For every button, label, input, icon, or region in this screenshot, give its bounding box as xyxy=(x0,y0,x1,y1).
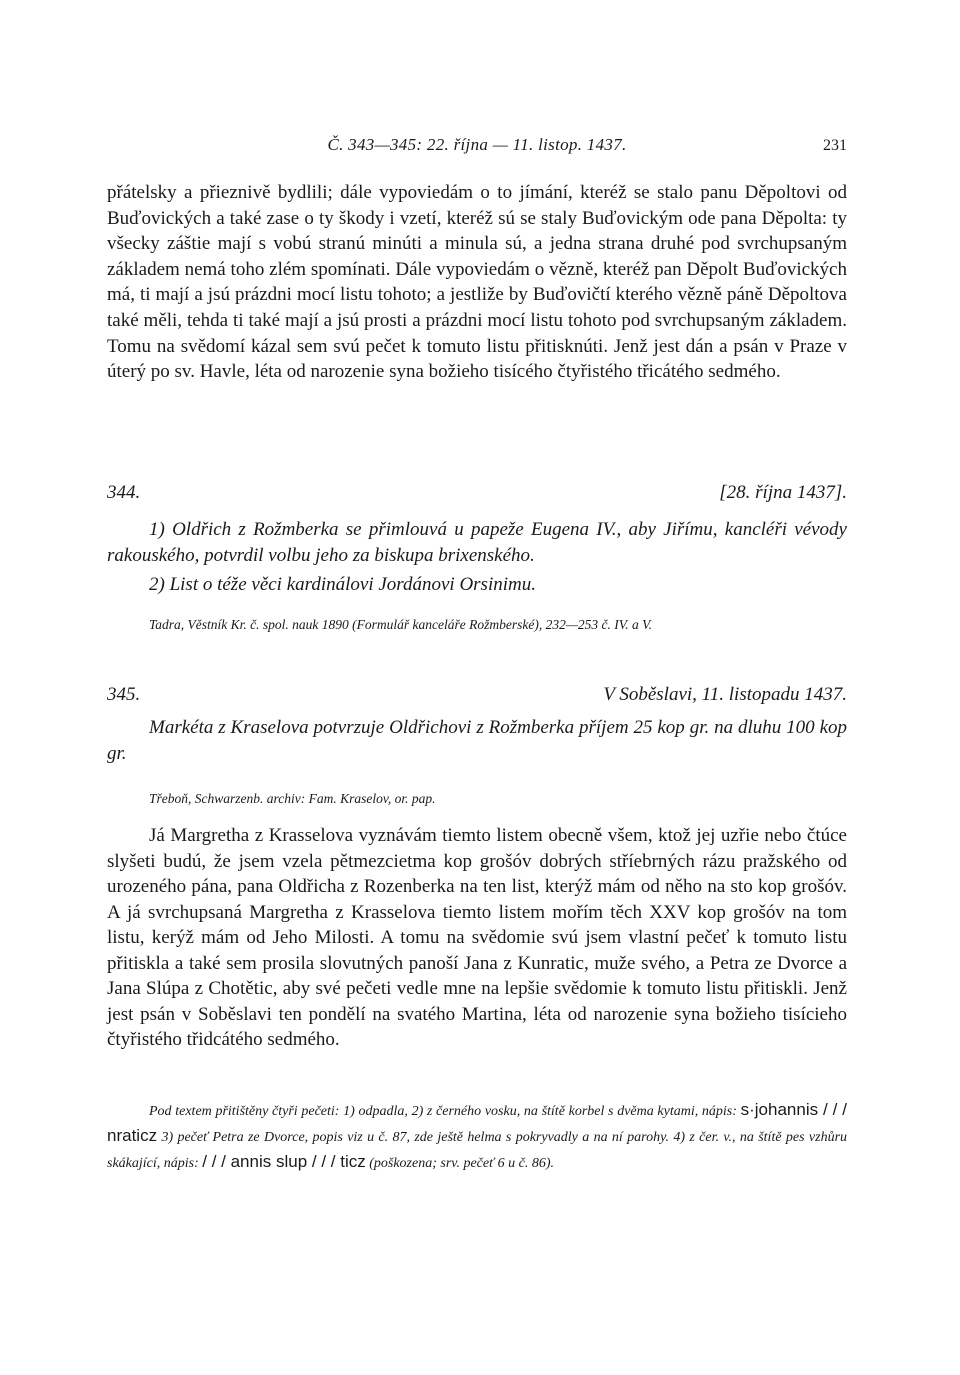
document-345-source: Třeboň, Schwarzenb. archiv: Fam. Kraselov, or. pap. xyxy=(149,791,436,806)
document-344-regest-1: 1) Oldřich z Rožmberka se přimlouvá u papeže Eugena IV., aby Jiřímu, kancléři vévody rakouského, potvrdil volbu jeho za biskupa brixenského. xyxy=(107,519,847,566)
document-345-regest: Markéta z Kraselova potvrzuje Oldřichovi z Rožmberka příjem 25 kop gr. na dluhu 100 kop gr. xyxy=(107,717,847,764)
document-date: [28. října 1437]. xyxy=(719,482,847,503)
page-number: 231 xyxy=(823,137,847,154)
page-header xyxy=(107,135,847,161)
seal-description-note xyxy=(107,1098,847,1176)
document-344-regest-2: 2) List o téže věci kardinálovi Jordánovi Orsinimu. xyxy=(149,574,536,595)
document-343-text-end: přátelsky a přieznivě bydlili; dále vypoviedám o to jímání, kteréž se stalo panu Děpoltovi od Buďovických a také zase o ty škody i vzetí, kteréž sú se staly Buďovickým ode pana Děpolta: ty všecky záštie mají s vobú stranú minúti a minula sú, a jedna strana druhé pod svrchupsaným základem nemá toho zlém spomínati. Dále vypoviedám o vězně, kteréž pan Děpolt Buďovických má, ti mají a jsú prázdni mocí listu tohoto; a jestliže by Buďovičtí kterého vězně páně Děpoltova také měli, tehda ti také mají a jsú prosti a prázdni mocí listu tohoto pod svrchupsaným základem. Tomu na svědomí kázal sem svú pečet k tomuto listu přitisknúti. Jenž jest dán a psán v Praze v úterý po sv. Havle, léta od narozenie syna božieho tisícého čtyřistého třicátého sedmého. xyxy=(107,182,847,383)
note-part: 3) pečeť Petra ze Dvorce, popis viz u č. 87, zde ještě helma s pokryvadly a na ní parohy. 4) z čer. v., na štítě pes vzhůru skákající, nápis: xyxy=(107,1130,848,1171)
note-part: Pod textem přitištěny čtyři pečeti: 1) odpadla, 2) z černého vosku, na štítě korbel s dvěma kytami, nápis: xyxy=(149,1104,737,1119)
document-date: V Soběslavi, 11. listopadu 1437. xyxy=(603,684,847,705)
document-345-text: Já Margretha z Krasselova vyznávám tiemto listem obecně všem, ktož jej uzřie nebo čtúce slyšeti budú, že jsem vzela pětmezcietma kop grošóv dobrých stříebrných rázu pražského od urozeného pána, pana Oldřicha z Rozenberka na ten list, kterýž mám od něho na sto kop grošóv. A já svrchupsaná Margretha z Krasselova tiemto listem mořím těch XXV kop grošóv na tom listu, kerýž mám od Jeho Milosti. A tomu na svědomie svú jsem vlastní pečeť k tomuto listu přitiskla a také sem prosila slovutných panoší Jana z Kunratic, muže svého, a Petra ze Dvorce a Jana Slúpa z Chotětic, aby své pečeti vedle mne na lepšie svědomie k tomuto listu přitiskli. Jenž jest psán v Soběslavi ten pondělí na svatého Martina, léta od narozenie syna božieho tisícieho čtyřistého třidcátého sedmého. xyxy=(107,825,847,1050)
document-number: 344. xyxy=(107,482,141,503)
document-number: 345. xyxy=(107,684,141,705)
document-344-source: Tadra, Věstník Kr. č. spol. nauk 1890 (Formulář kanceláře Rožmberské), 232—253 č. IV. a V. xyxy=(149,617,652,632)
seal-inscription: s·johannis / / / nraticz xyxy=(107,1100,847,1145)
seal-inscription: / / / annis slup / / / ticz xyxy=(202,1152,366,1171)
running-title: Č. 343—345: 22. října — 11. listop. 1437. xyxy=(327,135,627,154)
note-part: (poškozena; srv. pečeť 6 u č. 86). xyxy=(369,1156,555,1171)
